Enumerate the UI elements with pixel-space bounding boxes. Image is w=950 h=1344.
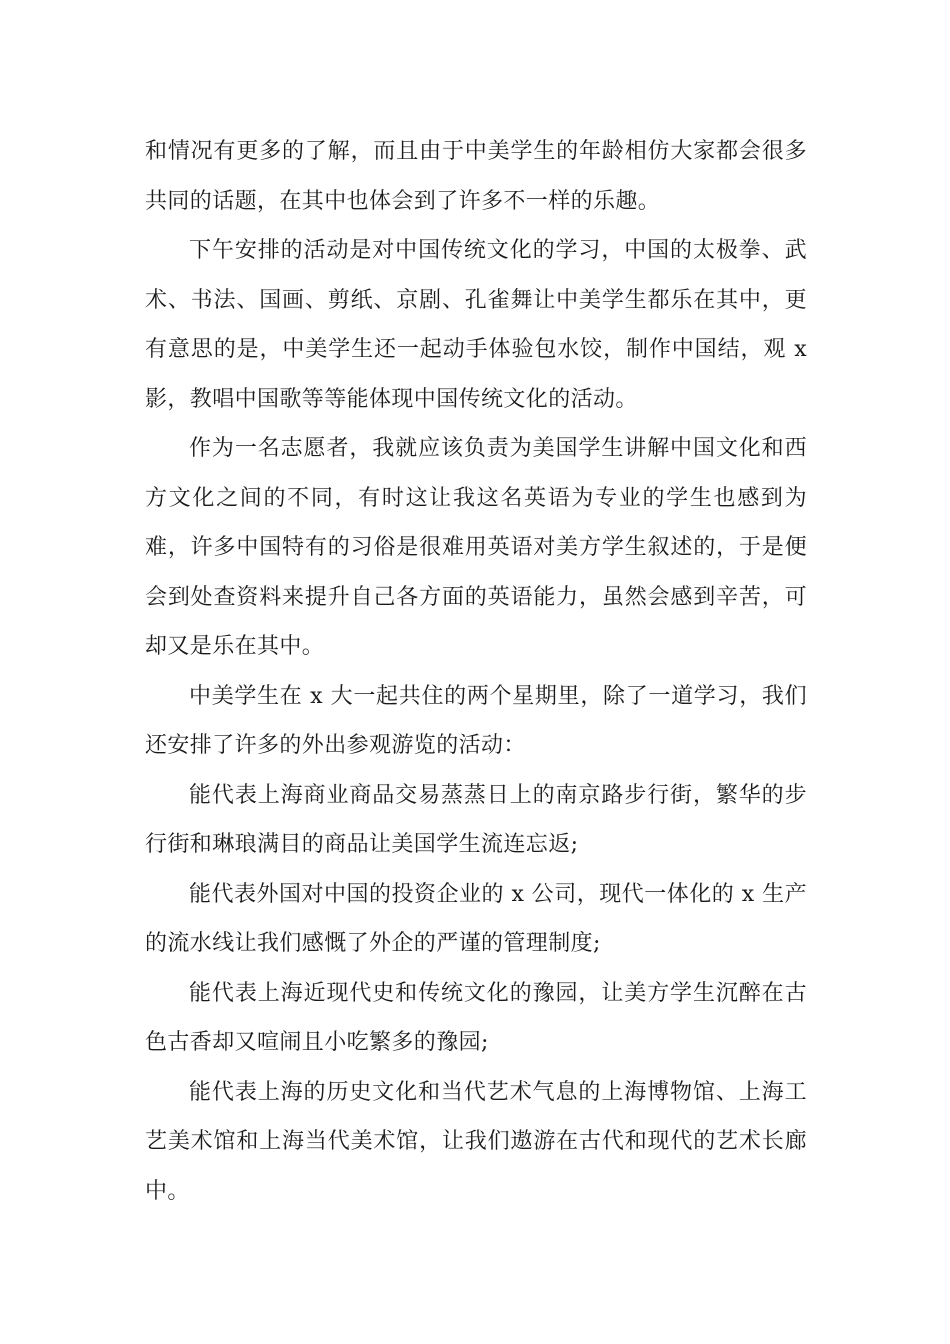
paragraph-3: 作为一名志愿者，我就应该负责为美国学生讲解中国文化和西方文化之间的不同，有时这让我这名英语为专业的学生也感到为难，许多中国特有的习俗是很难用英语对美方学生叙述的，于是便会到处查资料来提升自己各方面的英语能力，虽然会感到辛苦，可却又是乐在其中。 xyxy=(145,436,807,659)
document-body xyxy=(145,127,807,1216)
paragraph-1: 和情况有更多的了解，而且由于中美学生的年龄相仿大家都会很多共同的话题，在其中也体会到了许多不一样的乐趣。 xyxy=(145,139,807,214)
paragraph-6: 能代表外国对中国的投资企业的 x 公司，现代一体化的 x 生产的流水线让我们感慨了外企的严谨的管理制度; xyxy=(145,881,807,956)
paragraph-4: 中美学生在 x 大一起共住的两个星期里，除了一道学习，我们还安排了许多的外出参观游览的活动： xyxy=(145,683,807,758)
paragraph-5: 能代表上海商业商品交易蒸蒸日上的南京路步行街，繁华的步行街和琳琅满目的商品让美国学生流连忘返; xyxy=(145,782,807,857)
paragraph-8: 能代表上海的历史文化和当代艺术气息的上海博物馆、上海工艺美术馆和上海当代美术馆，让我们遨游在古代和现代的艺术长廊中。 xyxy=(145,1079,807,1204)
paragraph-2: 下午安排的活动是对中国传统文化的学习，中国的太极拳、武术、书法、国画、剪纸、京剧、孔雀舞让中美学生都乐在其中，更有意思的是，中美学生还一起动手体验包水饺，制作中国结，观 x 影，教唱中国歌等等能体现中国传统文化的活动。 xyxy=(145,238,807,412)
paragraph-7: 能代表上海近现代史和传统文化的豫园，让美方学生沉醉在古色古香却又喧闹且小吃繁多的豫园; xyxy=(145,980,807,1055)
